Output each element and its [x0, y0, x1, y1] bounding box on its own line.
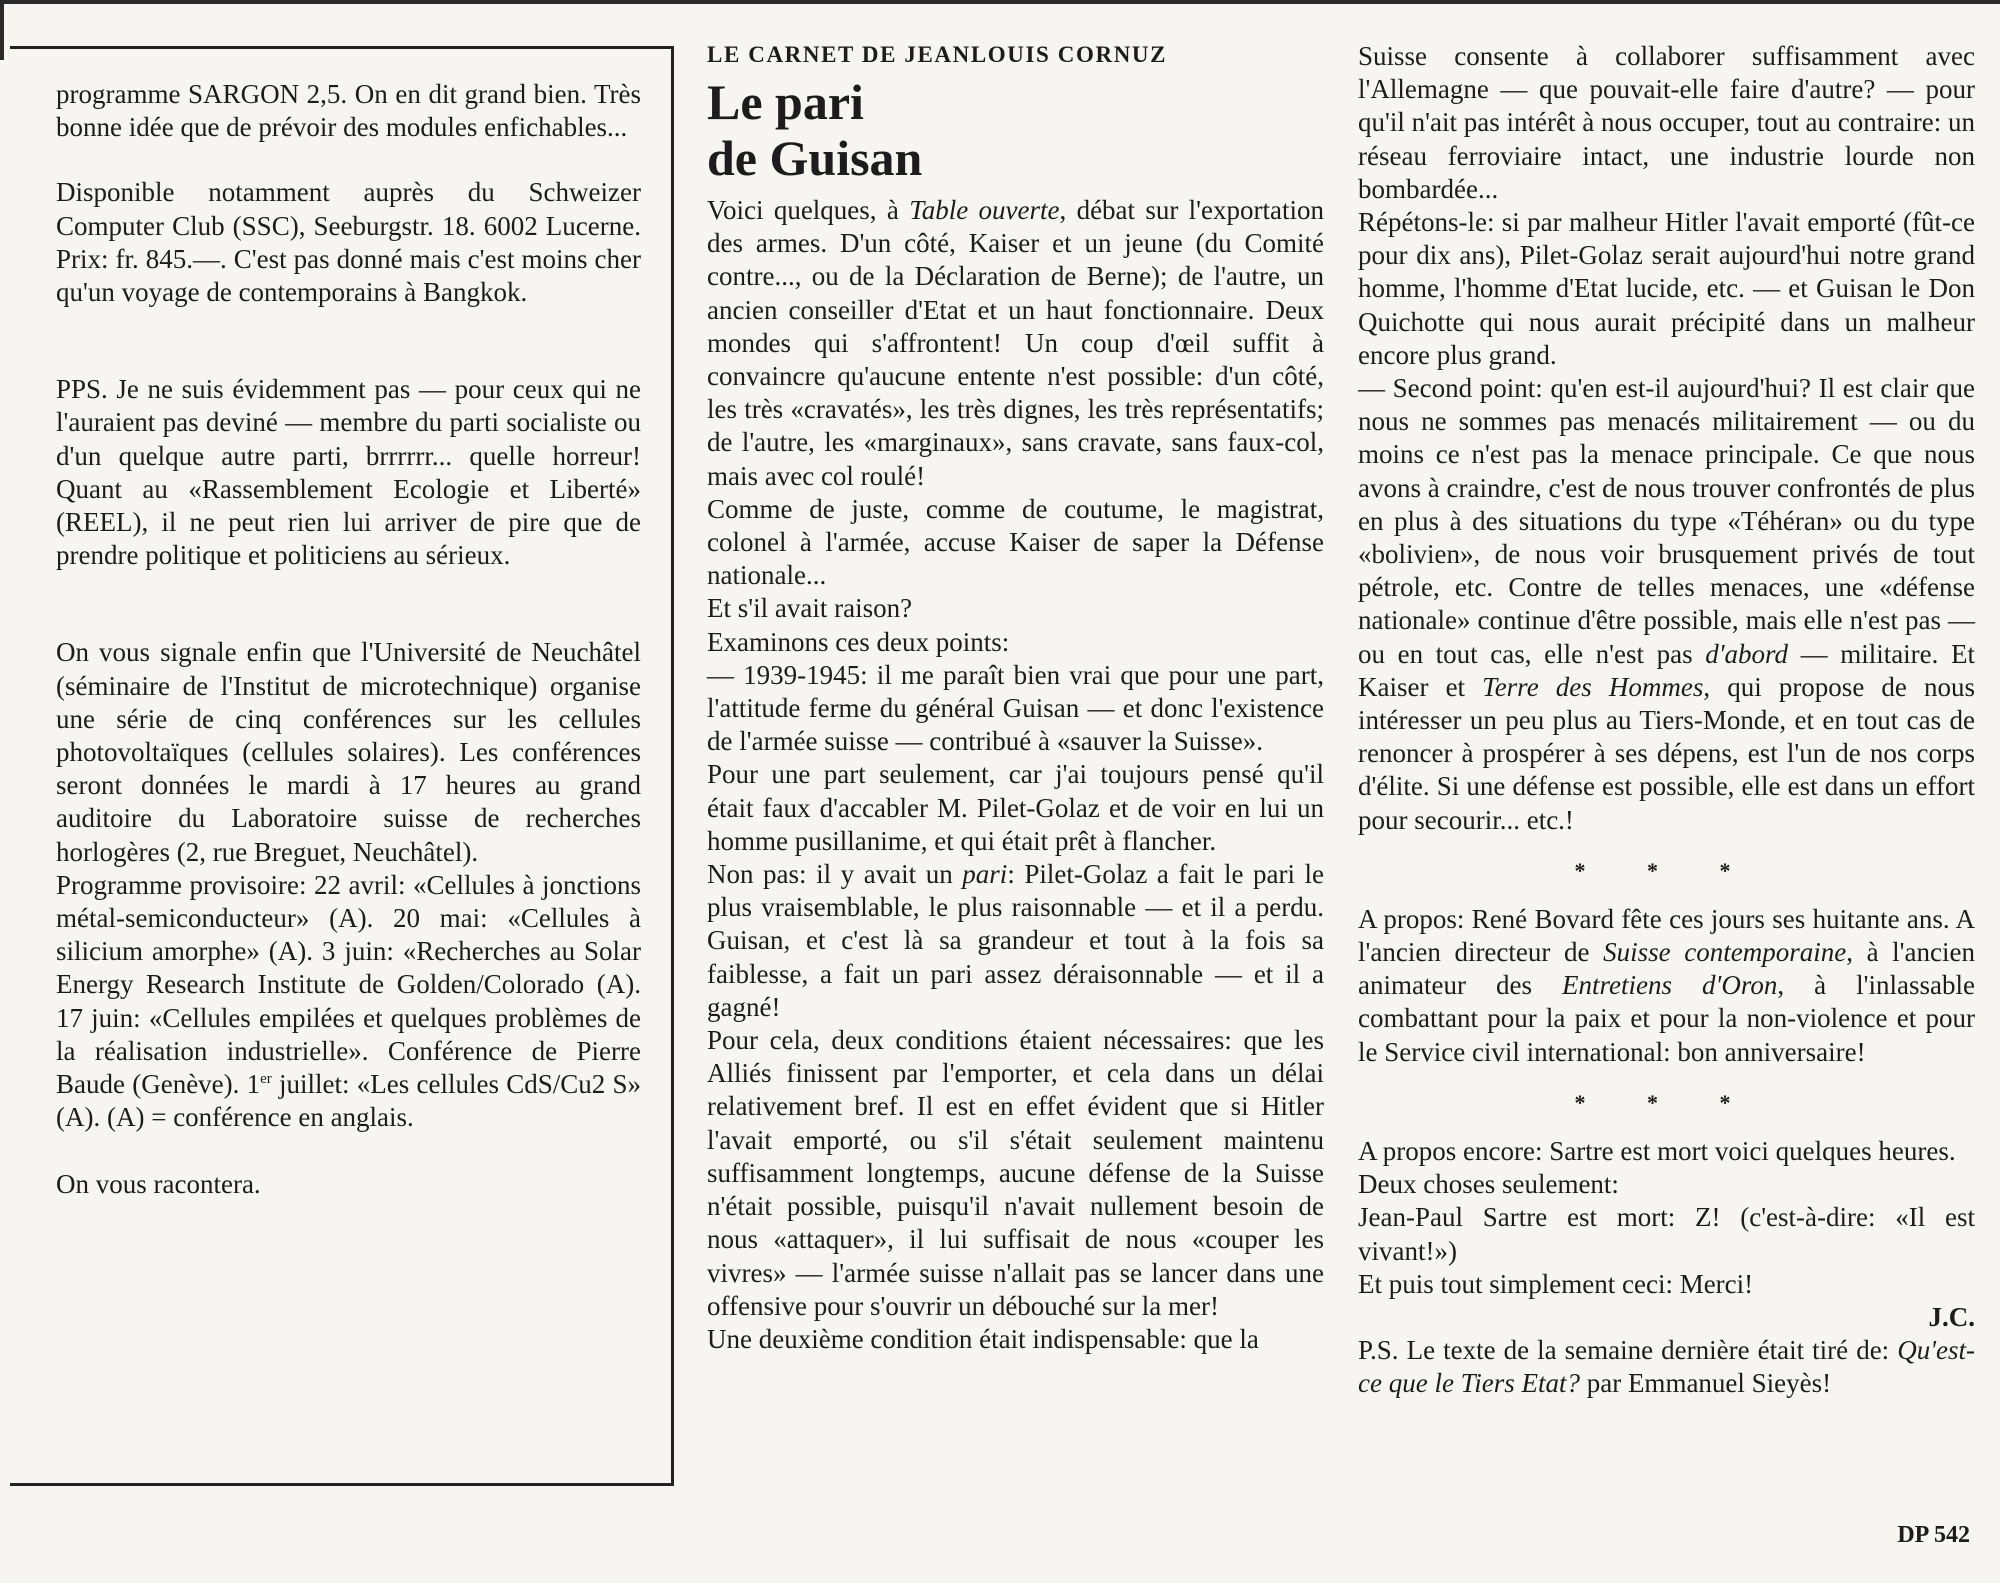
right-paragraph-ps: P.S. Le texte de la semaine dernière était tiré de: Qu'est-ce que le Tiers Etat? par Emmanuel Sieyès! — [1358, 1335, 1975, 1399]
left-paragraph-programme: Programme provisoire: 22 avril: «Cellules à jonctions métal-semiconducteur» (A). 20 mai: «Cellules à silicium amorphe» (A). 3 juin: «Recherches au Solar Energy Research Institute de Golden/Colorado (A). 17 juin: «Cellules empilées et quelques problèmes de la réalisation industrielle». Conférence de Pierre Baude (Genève). 1er juillet: «Les cellules CdS/Cu2 S» (A). (A) = conférence en anglais. — [56, 869, 641, 1133]
right-column — [1358, 40, 1975, 1401]
section-separator-1: * * * — [1574, 857, 1759, 883]
article-paragraph-5: — 1939-1945: il me paraît bien vrai que pour une part, l'attitude ferme du général Guisan — et donc l'existence de l'armée suisse — contribué à «sauver la Suisse». — [707, 659, 1324, 757]
article-title: Le pari de Guisan — [707, 74, 923, 186]
article-paragraph-7: Non pas: il y avait un pari: Pilet-Golaz a fait le pari le plus vraisemblable, le plus raisonnable — et il a perdu. Guisan, et c'est là sa grandeur et tout à la fois sa faiblesse, a fait un pari assez déraisonnable — et il a gagné! — [707, 859, 1325, 1022]
section-separator-2: * * * — [1574, 1089, 1759, 1115]
right-paragraph-3: — Second point: qu'en est-il aujourd'hui? Il est clair que nous ne sommes pas menacés militairement — ou du moins ce n'est pas la menace principale. Ce que nous avons à craindre, c'est de nous trouver confrontés de plus en plus à des situations du type «Téhéran» ou du type «bolivien», de nous voir brusquement privés de tout pétrole, etc. Contre de telles menaces, une «défense nationale» continue d'être possible, mais elle n'est pas — ou en tout cas, elle n'est pas d'abord — militaire. Et Kaiser et Terre des Hommes, qui propose de nous intéresser un peu plus au Tiers-Monde, et en tout cas de renoncer à prospérer à ses dépens, est l'un de nos corps d'élite. Si une défense est possible, elle est dans un effort pour secourir... etc.! — [1358, 373, 1976, 835]
left-paragraph-2: Disponible notamment auprès du Schweizer Computer Club (SSC), Seeburgstr. 18. 6002 Lucerne. Prix: fr. 845.—. C'est pas donné mais c'est moins cher qu'un voyage de contemporains à Bangkok. — [56, 177, 641, 308]
top-rule — [0, 0, 2000, 4]
right-paragraph-deux-choses: Deux choses seulement: — [1358, 1169, 1619, 1200]
article-paragraph-9: Une deuxième condition était indispensable: que la — [707, 1323, 1259, 1354]
article-paragraph-8: Pour cela, deux conditions étaient nécessaires: que les Alliés finissent par l'emporter, et cela dans un délai relativement bref. Il est en effet évident que si Hitler l'avait emporté, ou s'il s'était seulement maintenu suffisamment longtemps, aucune défense de la Suisse n'était possible, puisqu'il n'avait nullement besoin de nous «attaquer», il lui suffisait de nous «couper les vivres» — l'armée suisse n'allait pas se lancer dans une offensive pour s'ouvrir un débouché sur la mer! — [707, 1025, 1324, 1321]
right-paragraph-2: Répétons-le: si par malheur Hitler l'avait emporté (fût-ce pour dix ans), Pilet-Golaz serait aujourd'hui notre grand homme, l'homme d'Etat lucide, etc. — et Guisan le Don Quichotte qui nous aurait précipité dans un malheur encore plus grand. — [1358, 207, 1975, 370]
right-paragraph-merci: Et puis tout simplement ceci: Merci! — [1358, 1268, 1754, 1299]
right-paragraph-sartre: A propos encore: Sartre est mort voici quelques heures. — [1358, 1135, 1956, 1166]
left-paragraph-universite: On vous signale enfin que l'Université de Neuchâtel (séminaire de l'Institut de microtechnique) organise une série de cinq conférences sur les cellules photovoltaïques (cellules solaires). Les conférences seront données le mardi à 17 heures au grand auditoire du Laboratoire suisse de recherches horlogères (2, rue Breguet, Neuchâtel). — [56, 637, 641, 867]
right-paragraph-1: Suisse consente à collaborer suffisamment avec l'Allemagne — que pouvait-elle faire d'autre? — pour qu'il n'ait pas intérêt à nous occuper, tout au contraire: un réseau ferroviaire intact, une industrie lourde non bombardée... — [1358, 41, 1975, 204]
article-paragraph-3: Et s'il avait raison? — [707, 593, 913, 624]
right-paragraph-bovard: A propos: René Bovard fête ces jours ses huitante ans. A l'ancien directeur de Suisse contemporaine, à l'ancien animateur des Entretiens d'Oron, à l'inlassable combattant pour la paix et pour la non-violence et pour le Service civil international: bon anniversaire! — [1358, 903, 1975, 1067]
article-kicker: LE CARNET DE JEANLOUIS CORNUZ — [707, 42, 1168, 67]
author-signature: J.C. — [1928, 1301, 1975, 1332]
article-column — [707, 40, 1324, 1356]
article-paragraph-1: Voici quelques, à Table ouverte, débat sur l'exportation des armes. D'un côté, Kaiser et un jeune (du Comité contre..., ou de la Déclaration de Berne); de l'autre, un ancien conseiller d'Etat et un haut fonctionnaire. Deux mondes qui s'affrontent! Un coup d'œil suffit à convaincre qu'aucune entente n'est possible: d'un côté, les très «cravatés», les très dignes, les très représentatifs; de l'autre, les «marginaux», sans cravate, sans faux-col, mais avec col roulé! — [707, 195, 1325, 491]
left-edge-rule — [0, 0, 4, 60]
article-paragraph-4: Examinons ces deux points: — [707, 626, 1010, 657]
article-paragraph-2: Comme de juste, comme de coutume, le magistrat, colonel à l'armée, accuse Kaiser de saper la Défense nationale... — [707, 493, 1324, 591]
page-number: DP 542 — [1897, 1522, 1970, 1548]
left-paragraph-pps: PPS. Je ne suis évidemment pas — pour ceux qui ne l'auraient pas deviné — membre du parti socialiste ou d'un quelque autre parti, brrrrrr... quelle horreur! Quant au «Rassemblement Ecologie et Liberté» (REEL), il ne peut rien lui arriver de pire que de prendre politique et politiciens au sérieux. — [56, 374, 641, 571]
left-paragraph-1: programme SARGON 2,5. On en dit grand bien. Très bonne idée que de prévoir des modules enfichables... — [56, 79, 641, 143]
article-paragraph-6: Pour une part seulement, car j'ai toujours pensé qu'il était faux d'accabler M. Pilet-Golaz et de voir en lui un homme pusillanime, et qui était prêt à flancher. — [707, 759, 1324, 856]
left-column — [56, 78, 641, 1202]
left-paragraph-closing: On vous racontera. — [56, 1169, 261, 1200]
right-paragraph-vivant: Jean-Paul Sartre est mort: Z! (c'est-à-dire: «Il est vivant!») — [1358, 1202, 1975, 1266]
